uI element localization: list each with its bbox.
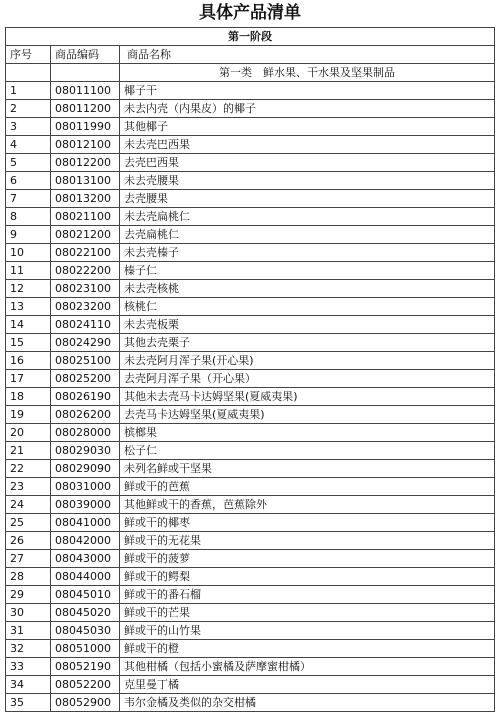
row-number: 9 [6,226,51,244]
product-name: 鲜或干的鳄梨 [120,568,495,586]
table-row [6,442,495,460]
table-row [6,658,495,676]
table-row [6,478,495,496]
product-code: 08052190 [51,658,120,676]
row-number: 6 [6,172,51,190]
category-row [6,64,495,82]
row-number: 27 [6,550,51,568]
row-number: 31 [6,622,51,640]
product-name: 鲜或干的芭蕉 [120,478,495,496]
product-code: 08031000 [51,478,120,496]
product-code: 08013200 [51,190,120,208]
table-row [6,316,495,334]
row-number: 35 [6,694,51,712]
row-number: 4 [6,136,51,154]
product-name: 去壳马卡达姆坚果(夏威夷果) [120,406,495,424]
product-name: 未去壳板栗 [120,316,495,334]
row-number: 13 [6,298,51,316]
product-code: 08039000 [51,496,120,514]
table-row [6,334,495,352]
product-name: 鲜或干的无花果 [120,532,495,550]
row-number: 7 [6,190,51,208]
row-number: 17 [6,370,51,388]
product-code: 08029030 [51,442,120,460]
row-number: 26 [6,532,51,550]
row-number: 30 [6,604,51,622]
product-name: 去壳扁桃仁 [120,226,495,244]
product-code: 08013100 [51,172,120,190]
product-name: 松子仁 [120,442,495,460]
product-name: 其他椰子 [120,118,495,136]
table-row [6,676,495,694]
table-row [6,568,495,586]
table-row [6,640,495,658]
row-number: 12 [6,280,51,298]
table-row [6,550,495,568]
row-number: 15 [6,334,51,352]
row-number: 29 [6,586,51,604]
product-code: 08045010 [51,586,120,604]
product-code: 08051000 [51,640,120,658]
row-number: 34 [6,676,51,694]
table-row [6,298,495,316]
product-name: 去壳阿月浑子果（开心果） [120,370,495,388]
table-row [6,100,495,118]
row-number: 22 [6,460,51,478]
product-code: 08011200 [51,100,120,118]
product-name: 鲜或干的椰枣 [120,514,495,532]
row-number: 3 [6,118,51,136]
product-code: 08029090 [51,460,120,478]
header-code: 商品编码 [51,46,120,64]
product-code: 08043000 [51,550,120,568]
table-row [6,370,495,388]
row-number: 8 [6,208,51,226]
row-number: 5 [6,154,51,172]
category-spacer-code [51,64,120,82]
row-number: 14 [6,316,51,334]
product-code: 08042000 [51,532,120,550]
row-number: 2 [6,100,51,118]
product-code: 08011100 [51,82,120,100]
row-number: 1 [6,82,51,100]
product-name: 未去壳巴西果 [120,136,495,154]
product-name: 未列名鲜或干坚果 [120,460,495,478]
product-name: 未去壳核桃 [120,280,495,298]
product-name: 克里曼丁橘 [120,676,495,694]
category-title: 第一类 鲜水果、干水果及坚果制品 [120,64,495,82]
header-name: 商品名称 [120,46,495,64]
category-spacer-no [6,64,51,82]
product-name: 未去壳腰果 [120,172,495,190]
table-row [6,208,495,226]
table-row [6,388,495,406]
table-row [6,244,495,262]
table-row [6,586,495,604]
product-name: 其他鲜或干的香蕉，芭蕉除外 [120,496,495,514]
stage-row [6,28,495,46]
row-number: 20 [6,424,51,442]
product-code: 08052900 [51,694,120,712]
row-number: 11 [6,262,51,280]
row-number: 18 [6,388,51,406]
product-table [5,27,495,712]
product-code: 08024110 [51,316,120,334]
product-code: 08023200 [51,298,120,316]
table-row [6,136,495,154]
row-number: 32 [6,640,51,658]
product-name: 其他未去壳马卡达姆坚果(夏威夷果) [120,388,495,406]
product-name: 鲜或干的菠萝 [120,550,495,568]
row-number: 25 [6,514,51,532]
table-row [6,460,495,478]
product-code: 08022200 [51,262,120,280]
table-row [6,496,495,514]
product-name: 鲜或干的山竹果 [120,622,495,640]
product-code: 08026190 [51,388,120,406]
header-no: 序号 [6,46,51,64]
product-name: 韦尔金橘及类似的杂交柑橘 [120,694,495,712]
product-code: 08024290 [51,334,120,352]
product-code: 08011990 [51,118,120,136]
product-name: 未去壳扁桃仁 [120,208,495,226]
product-name: 鲜或干的橙 [120,640,495,658]
product-name: 榛子仁 [120,262,495,280]
product-name: 未去壳阿月浑子果(开心果) [120,352,495,370]
product-code: 08026200 [51,406,120,424]
table-row [6,694,495,712]
table-row [6,172,495,190]
row-number: 28 [6,568,51,586]
product-code: 08045030 [51,622,120,640]
row-number: 21 [6,442,51,460]
product-name: 核桃仁 [120,298,495,316]
table-row [6,190,495,208]
table-row [6,262,495,280]
table-row [6,532,495,550]
table-row [6,118,495,136]
product-name: 去壳巴西果 [120,154,495,172]
product-code: 08012200 [51,154,120,172]
product-code: 08052200 [51,676,120,694]
stage-title: 第一阶段 [6,28,495,46]
table-row [6,154,495,172]
product-name: 鲜或干的番石榴 [120,586,495,604]
product-name: 其他柑橘（包括小蜜橘及萨摩蜜柑橘） [120,658,495,676]
row-number: 24 [6,496,51,514]
product-name: 未去内壳（内果皮）的椰子 [120,100,495,118]
table-row [6,82,495,100]
product-code: 08028000 [51,424,120,442]
product-name: 椰子干 [120,82,495,100]
product-code: 08044000 [51,568,120,586]
row-number: 23 [6,478,51,496]
product-code: 08022100 [51,244,120,262]
product-code: 08012100 [51,136,120,154]
table-row [6,604,495,622]
product-code: 08045020 [51,604,120,622]
row-number: 10 [6,244,51,262]
table-row [6,622,495,640]
table-row [6,406,495,424]
product-name: 槟榔果 [120,424,495,442]
product-name: 未去壳榛子 [120,244,495,262]
table-row [6,424,495,442]
table-row [6,226,495,244]
row-number: 16 [6,352,51,370]
header-row [6,46,495,64]
table-row [6,514,495,532]
product-name: 去壳腰果 [120,190,495,208]
product-code: 08025200 [51,370,120,388]
table-row [6,280,495,298]
product-name: 鲜或干的芒果 [120,604,495,622]
table-row [6,352,495,370]
product-code: 08041000 [51,514,120,532]
row-number: 33 [6,658,51,676]
row-number: 19 [6,406,51,424]
page-title: 具体产品清单 [199,3,301,23]
product-code: 08021100 [51,208,120,226]
product-code: 08021200 [51,226,120,244]
product-code: 08025100 [51,352,120,370]
product-name: 其他去壳栗子 [120,334,495,352]
product-code: 08023100 [51,280,120,298]
